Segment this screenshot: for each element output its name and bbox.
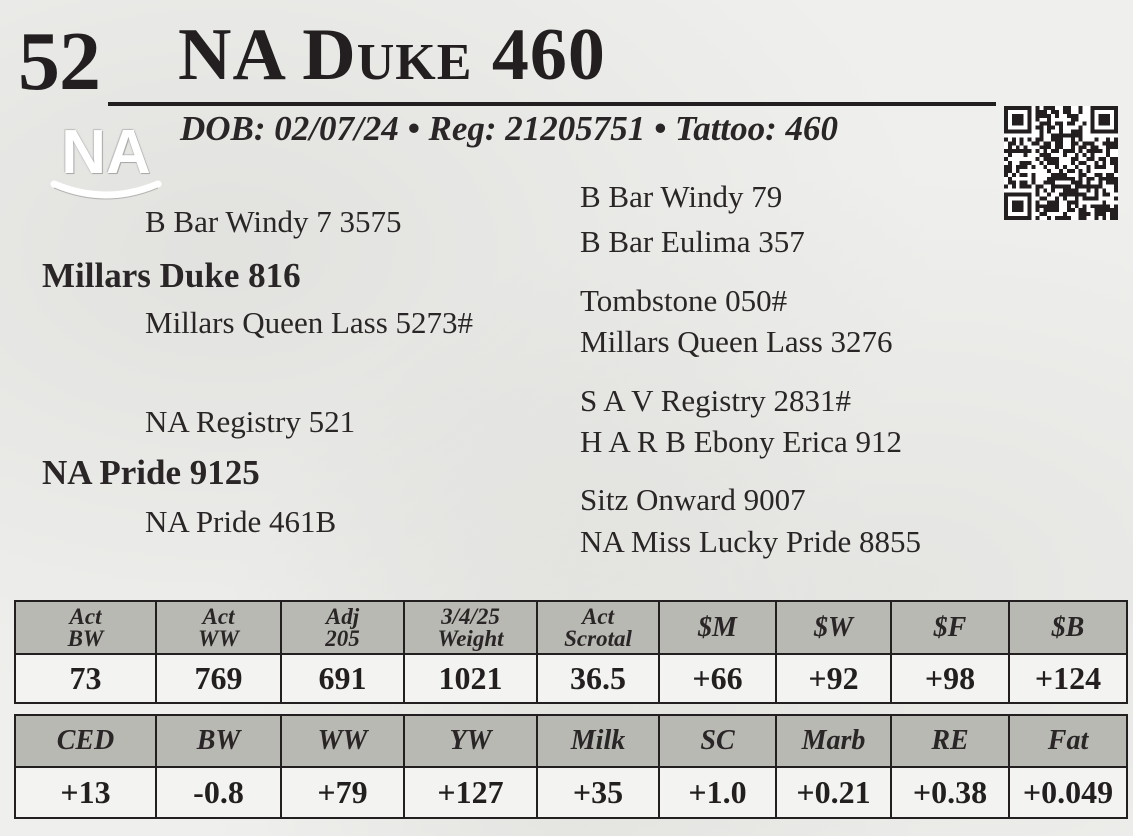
value-act-bw: 73 [15,654,156,703]
dam-name: NA Pride 9125 [42,453,260,492]
header-dollar-b: $B [1009,601,1127,654]
value-ww: +79 [281,767,404,818]
header-act-scrotal: Act Scrotal [537,601,659,654]
epd-table [14,714,1128,819]
sire-sire-sire: B Bar Windy 79 [580,179,783,214]
value-bw: -0.8 [156,767,281,818]
header-dollar-w: $W [776,601,891,654]
performance-table [14,600,1128,704]
header-act-bw: Act BW [15,601,156,654]
sire-dam-dam: Millars Queen Lass 3276 [580,324,893,359]
header-act-ww: Act WW [156,601,281,654]
dam-dam: NA Pride 461B [145,504,337,539]
epd-header-row [15,715,1127,767]
header-ww: WW [281,715,404,767]
header-sc: SC [659,715,776,767]
header-fat: Fat [1009,715,1127,767]
value-act-scrotal: 36.5 [537,654,659,703]
performance-value-row [15,654,1127,703]
header-bw: BW [156,715,281,767]
dam-dam-dam: NA Miss Lucky Pride 8855 [580,524,921,559]
sire-dam: Millars Queen Lass 5273# [145,305,474,340]
dam-sire: NA Registry 521 [145,404,356,439]
dam-dam-sire: Sitz Onward 9007 [580,482,806,517]
value-yw: +127 [404,767,537,818]
sire-dam-sire: Tombstone 050# [580,283,788,318]
lot-number: 52 [18,15,100,108]
header-ced: CED [15,715,156,767]
header-adj-205: Adj 205 [281,601,404,654]
dam-sire-sire: S A V Registry 2831# [580,383,852,418]
qr-code-icon[interactable] [1004,106,1118,220]
dam-sire-dam: H A R B Ebony Erica 912 [580,424,903,459]
performance-header-row [15,601,1127,654]
value-marb: +0.21 [776,767,891,818]
value-weight: 1021 [404,654,537,703]
header-milk: Milk [537,715,659,767]
value-dollar-w: +92 [776,654,891,703]
registration-line: DOB: 02/07/24 • Reg: 21205751 • Tattoo: 460 [180,109,839,148]
na-logo [50,118,162,206]
value-ced: +13 [15,767,156,818]
value-fat: +0.049 [1009,767,1127,818]
logo-text: NA [61,118,151,187]
title-divider [108,102,996,106]
header-weight: 3/4/25 Weight [404,601,537,654]
value-re: +0.38 [891,767,1009,818]
value-dollar-b: +124 [1009,654,1127,703]
value-sc: +1.0 [659,767,776,818]
value-adj-205: 691 [281,654,404,703]
header-dollar-m: $M [659,601,776,654]
animal-name: NA Duke 460 [178,14,606,96]
value-dollar-m: +66 [659,654,776,703]
header-re: RE [891,715,1009,767]
sire-sire-dam: B Bar Eulima 357 [580,224,805,259]
header-dollar-f: $F [891,601,1009,654]
header-marb: Marb [776,715,891,767]
value-act-ww: 769 [156,654,281,703]
epd-value-row [15,767,1127,818]
sire-sire: B Bar Windy 7 3575 [145,204,402,239]
header-yw: YW [404,715,537,767]
value-milk: +35 [537,767,659,818]
value-dollar-f: +98 [891,654,1009,703]
sire-name: Millars Duke 816 [42,256,301,295]
